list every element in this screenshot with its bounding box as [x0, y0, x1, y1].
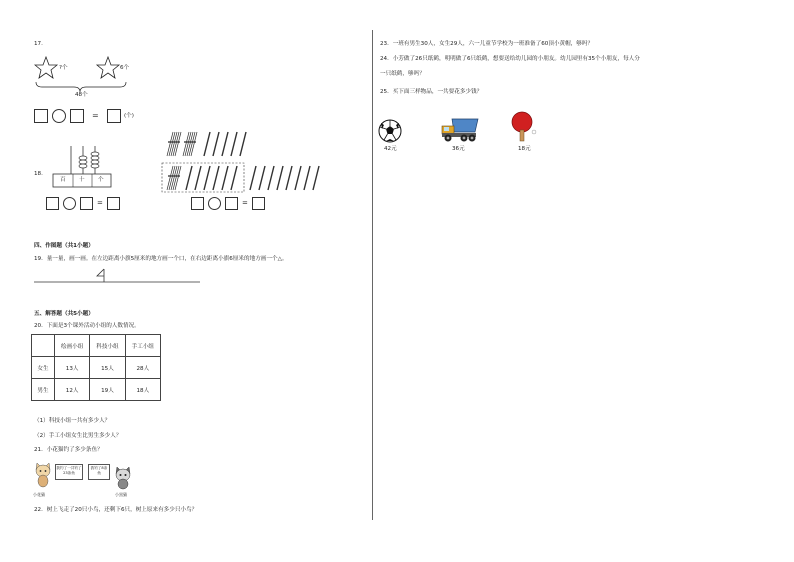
single-sticks — [186, 166, 319, 190]
answer-box[interactable] — [80, 197, 93, 210]
answer-box[interactable] — [70, 109, 84, 123]
table-header-cell — [32, 335, 55, 357]
cat1-bubble-text: 我钓了一共钓了23条鱼 — [56, 466, 82, 475]
table-row — [32, 379, 161, 401]
cat-icon — [113, 466, 133, 490]
table-cell: 28人 — [125, 357, 160, 379]
question-22: 22．树上飞走了20只小鸟，还剩下6只，树上原来有多少只小鸟？ — [34, 507, 198, 513]
abacus-label-tens: 十 — [79, 177, 85, 183]
q17-stars-diagram — [34, 56, 146, 96]
question-19: 19．量一量，画一画。在左边距离小旗5厘米的地方画一个口，在右边距离小旗6厘米的地方画一个△。 — [34, 256, 288, 262]
table-cell: 18人 — [125, 379, 160, 401]
table-header-row — [32, 335, 161, 357]
cat2-bubble-text: 我钓了8条鱼 — [90, 466, 108, 475]
table-cell: 女生 — [32, 357, 55, 379]
single-sticks — [204, 132, 246, 156]
price-label: 42元 — [384, 146, 397, 152]
answer-box[interactable] — [107, 109, 121, 123]
question-17-number: 17. — [34, 41, 43, 47]
price-label: 36元 — [452, 146, 465, 152]
soccer-ball-icon — [378, 119, 402, 143]
cat-icon — [33, 462, 53, 488]
question-25: 25．买下面三样物品，一共要花多少钱？ — [380, 89, 483, 95]
brace-shape — [36, 82, 126, 92]
equals-sign: = — [92, 111, 99, 120]
table-header-cell: 科技小组 — [90, 335, 125, 357]
answer-box[interactable] — [34, 109, 48, 123]
answer-circle[interactable] — [208, 197, 221, 210]
answer-box[interactable] — [46, 197, 59, 210]
question-20-part-1: （1）科技小组一共有多少人？ — [34, 418, 111, 424]
table-cell: 19人 — [90, 379, 125, 401]
unit-label: (个) — [124, 113, 134, 119]
question-24-line-2: 一只纸鹤，够吗？ — [380, 71, 425, 77]
answer-box[interactable] — [225, 197, 238, 210]
question-18-number: 18. — [34, 171, 43, 177]
answer-box[interactable] — [191, 197, 204, 210]
abacus-label-ones: 个 — [98, 177, 104, 183]
table-header-cell: 手工小组 — [125, 335, 160, 357]
stick-bundle-icon — [167, 132, 181, 156]
star-left-label: ?个 — [59, 65, 68, 71]
equals-sign: = — [97, 199, 103, 207]
column-divider — [372, 30, 373, 520]
ping-pong-paddle-icon — [510, 110, 538, 142]
sticks-bundle-diagram — [158, 130, 324, 194]
answer-box[interactable] — [107, 197, 120, 210]
table-cell: 13人 — [55, 357, 90, 379]
answer-circle[interactable] — [63, 197, 76, 210]
table-cell: 12人 — [55, 379, 90, 401]
stick-bundle-icon — [167, 166, 181, 190]
section-4-heading: 四、作图题（共1小题） — [34, 243, 94, 249]
equals-sign: = — [242, 199, 248, 207]
table-cell: 15人 — [90, 357, 125, 379]
abacus-label-hundreds: 百 — [60, 177, 66, 183]
ruler-line-with-flag — [34, 267, 202, 285]
question-23: 23．一班有男生30人，女生29人，六一儿童节学校为一班准备了60顶小黄帽，够吗？ — [380, 41, 594, 47]
speech-bubble — [88, 464, 110, 480]
table-cell: 男生 — [32, 379, 55, 401]
answer-circle[interactable] — [52, 109, 66, 123]
cat1-name: 小花猫 — [33, 492, 45, 497]
section-5-heading: 五、解答题（共5小题） — [34, 311, 94, 317]
star-icon — [35, 57, 57, 78]
activity-table — [31, 334, 161, 401]
star-icon — [97, 57, 119, 78]
question-21: 21．小花猫钓了多少条鱼？ — [34, 447, 103, 453]
stick-bundle-icon — [183, 132, 197, 156]
question-20-part-2: （2）手工小组女生比男生多少人？ — [34, 433, 122, 439]
brace-total-label: 48个 — [75, 92, 88, 98]
question-24-line-1: 24．小芳做了26只纸鹤，明明做了6只纸鹤，想要送给幼儿园的小朋友。幼儿园里有35个小朋友，每人分 — [380, 56, 640, 62]
flag-icon — [97, 269, 104, 276]
price-label: 18元 — [518, 146, 531, 152]
table-header-cell: 绘画小组 — [55, 335, 90, 357]
speech-bubble — [55, 464, 83, 480]
answer-box[interactable] — [252, 197, 265, 210]
table-row — [32, 357, 161, 379]
cat2-name: 小黑猫 — [115, 492, 127, 497]
toy-dump-truck-icon — [440, 117, 480, 143]
question-20: 20．下面是3个课外活动小组的人数情况。 — [34, 323, 140, 329]
star-right-label: 6个 — [120, 65, 130, 71]
